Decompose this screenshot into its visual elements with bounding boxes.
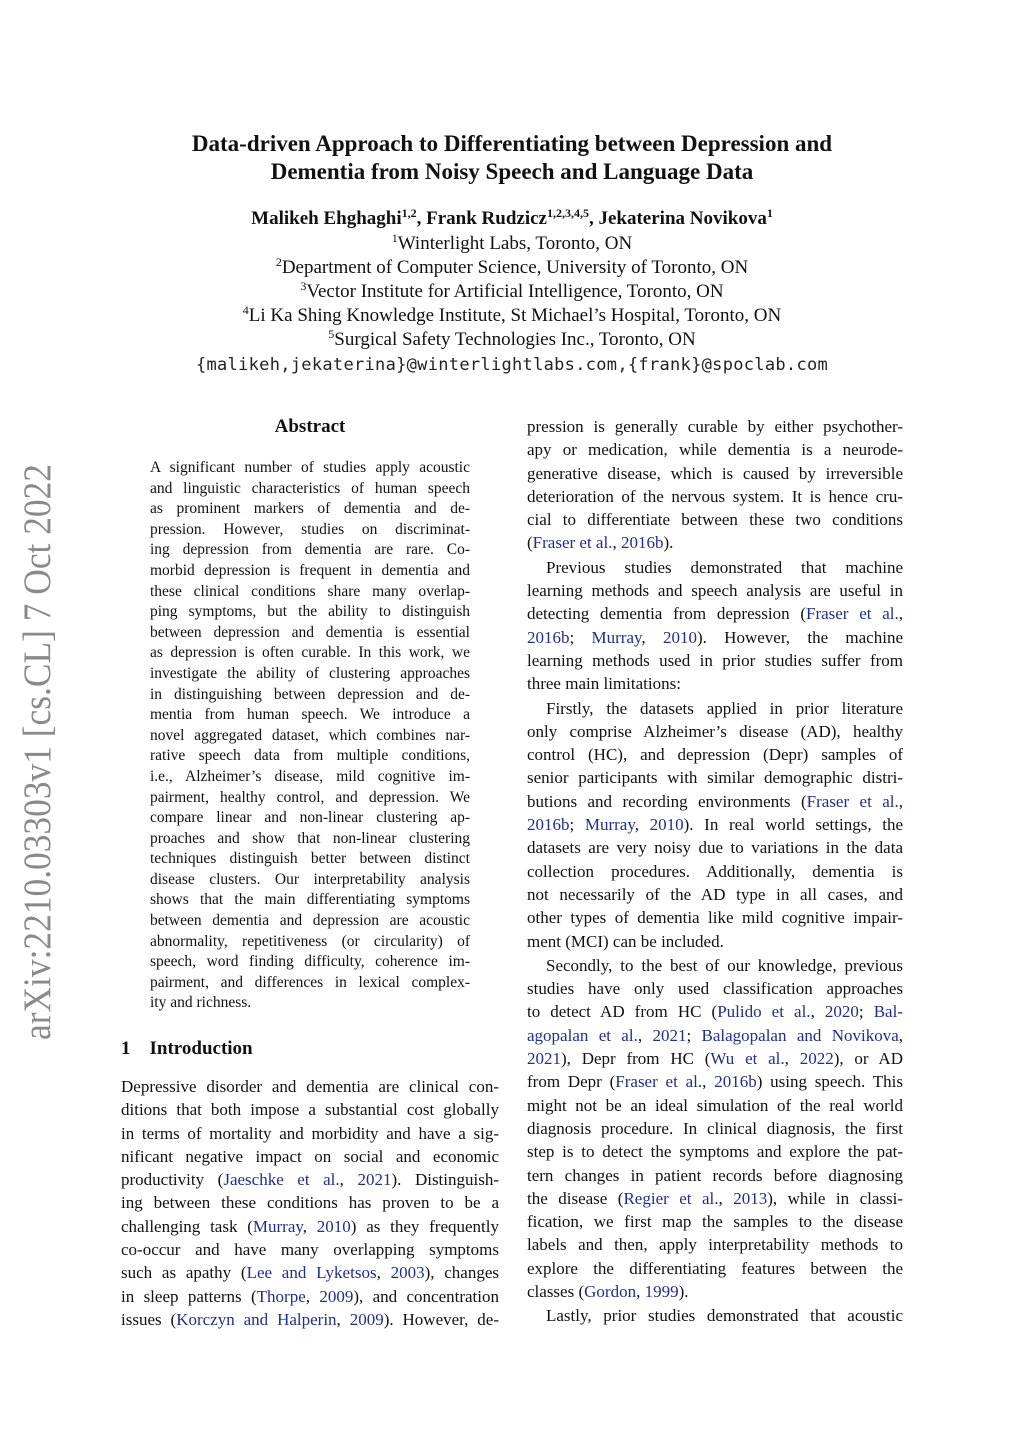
citation-link[interactable]: 2009	[349, 1309, 384, 1329]
text-line: ing depression from dementia are rare. Co-	[150, 541, 470, 559]
citation-link[interactable]: 2016b	[527, 815, 570, 835]
citation-link[interactable]: 2010	[316, 1216, 351, 1236]
author-list: Malikeh Ehghaghi$^{1,2}$, Frank Rudzicz$^{1,2,3,4,5}$, Jekaterina Novikova$^1$	[251, 206, 773, 229]
text-line: to detect AD from HC (Pulido et al., 2020; Bal-	[527, 1002, 903, 1022]
text-line: step is to detect the symptoms and explore the pat-	[527, 1142, 903, 1162]
text-line: collection procedures. Additionally, dementia is	[527, 861, 903, 881]
text-line: and linguistic characteristics of human speech	[150, 479, 470, 497]
affiliation-4: $^4$Li Ka Shing Knowledge Institute, St Michael’s Hospital, Toronto, ON	[242, 303, 782, 326]
text-line: (Fraser et al., 2016b).	[527, 533, 674, 553]
text-line: abnormality, repetitiveness (or circularity) of	[150, 932, 470, 950]
citation-link[interactable]: 2010	[649, 815, 684, 835]
citation-link[interactable]: Thorpe	[256, 1286, 306, 1306]
text-line: issues (Korczyn and Halperin, 2009). However, de-	[121, 1309, 499, 1329]
text-line: detecting dementia from depression (Fraser et al.,	[527, 604, 903, 624]
citation-link[interactable]: Korczyn and Halperin	[176, 1309, 337, 1329]
text-line: 2016b; Murray, 2010). However, the machine	[527, 627, 903, 647]
paper-title	[110, 130, 914, 186]
text-line: these clinical conditions share many overlap-	[150, 582, 470, 600]
text-line: pression is generally curable by either psychother-	[527, 417, 903, 436]
citation-link[interactable]: Regier et al.	[623, 1188, 719, 1208]
citation-link[interactable]: Balagopalan and Novikova	[701, 1025, 899, 1045]
text-line: between dementia and depression are acoustic	[150, 912, 470, 930]
citation-link[interactable]: 2021	[652, 1025, 687, 1045]
text-line: 2021), Depr from HC (Wu et al., 2022), or AD	[527, 1049, 903, 1069]
text-line: co-occur and have many overlapping symptoms	[121, 1240, 499, 1260]
text-line: in distinguishing between depression and de-	[150, 685, 470, 703]
text-line: pairment, healthy control, and depression. We	[150, 788, 470, 806]
abstract-body	[150, 458, 470, 1014]
affiliation-2: $^2$Department of Computer Science, University of Toronto, ON	[275, 255, 749, 278]
text-line: labels and then, apply interpretability methods to	[527, 1235, 903, 1255]
citation-link[interactable]: 2010	[662, 627, 697, 647]
text-line: cial to differentiate between these two conditions	[527, 510, 903, 530]
text-line: tern changes in patient records before diagnosing	[527, 1165, 903, 1185]
text-line: mentia from human speech. We introduce a	[150, 706, 470, 724]
author-affiliation-marks: 1,2,3,4,5	[546, 206, 589, 220]
text-line: techniques distinguish better between distinct	[150, 850, 470, 868]
text-line: pairment, and differences in lexical complex-	[150, 973, 470, 991]
text-line: explore the differentiating features between the	[527, 1258, 903, 1278]
intro-text-right-column	[527, 415, 903, 1328]
text-line: fication, we first map the samples to the disease	[527, 1212, 903, 1232]
citation-link[interactable]: 2003	[390, 1263, 425, 1283]
text-line: ment (MCI) can be included.	[527, 931, 724, 951]
citation-link[interactable]: Murray	[591, 627, 642, 647]
citation-link[interactable]: Pulido et al.	[717, 1002, 811, 1022]
author-affiliation-marks: 1,2	[401, 206, 417, 220]
text-line: pression. However, studies on discriminat-	[150, 520, 470, 538]
text-line: deterioration of the nervous system. It is hence cru-	[527, 486, 903, 506]
author-name: Frank Rudzicz	[426, 208, 547, 229]
text-line: as prominent markers of dementia and de-	[150, 500, 470, 518]
text-line: butions and recording environments (Fraser et al.,	[527, 791, 903, 811]
text-line: Previous studies demonstrated that machine	[546, 557, 903, 577]
citation-link[interactable]: agopalan et al.	[527, 1025, 638, 1045]
text-line: shows that the main differentiating symptoms	[150, 891, 470, 909]
citation-link[interactable]: Wu et al.	[710, 1049, 785, 1069]
text-line: in sleep patterns (Thorpe, 2009), and concentration	[121, 1286, 499, 1306]
text-line: diagnosis procedure. In clinical diagnosis, the first	[527, 1118, 903, 1138]
text-line: senior participants with similar demographic distri-	[527, 768, 903, 788]
text-line: investigate the ability of clustering approaches	[150, 664, 470, 682]
text-line: might not be an ideal simulation of the real world	[527, 1095, 903, 1115]
text-line: control (HC), and depression (Depr) samples of	[527, 745, 903, 765]
text-line: classes (Gordon, 1999).	[527, 1281, 689, 1301]
text-line: from Depr (Fraser et al., 2016b) using speech. This	[527, 1072, 903, 1092]
text-line: between depression and dementia is essential	[150, 623, 470, 641]
citation-link[interactable]: 2013	[733, 1188, 768, 1208]
text-line: i.e., Alzheimer’s disease, mild cognitive im-	[150, 767, 470, 785]
text-line: not necessarily of the AD type in all cases, and	[527, 884, 903, 904]
text-line: such as apathy (Lee and Lyketsos, 2003), changes	[121, 1263, 499, 1283]
text-line: 2016b; Murray, 2010). In real world settings, the	[527, 815, 903, 835]
text-line: morbid depression is frequent in dementia and	[150, 561, 470, 579]
citation-link[interactable]: 2020	[824, 1002, 859, 1022]
text-line: Depressive disorder and dementia are clinical con-	[121, 1077, 499, 1096]
citation-link[interactable]: Jaeschke et al.	[223, 1170, 340, 1190]
text-line: studies have only used classification approaches	[527, 979, 903, 999]
text-line: three main limitations:	[527, 674, 681, 694]
citation-link[interactable]: 2016b	[527, 627, 570, 647]
text-line: learning methods and speech analysis are useful in	[527, 581, 903, 601]
author-name: Jekaterina Novikova	[598, 208, 767, 229]
intro-heading	[121, 1037, 253, 1061]
text-line: nificant negative impact on social and economic	[121, 1146, 499, 1166]
text-line: disease clusters. Our interpretability analysis	[150, 870, 470, 888]
citation-link[interactable]: Fraser et al.	[532, 533, 613, 553]
citation-link[interactable]: Fraser et al.	[806, 791, 899, 811]
text-line: productivity (Jaeschke et al., 2021). Distinguish-	[121, 1170, 500, 1190]
affiliation-1: $^1$Winterlight Labs, Toronto, ON	[391, 231, 633, 254]
citation-link[interactable]: 2009	[319, 1286, 354, 1306]
title-line-1: Data-driven Approach to Differentiating between Depression and	[191, 131, 833, 156]
citation-link[interactable]: 2021	[527, 1049, 561, 1069]
text-line: in terms of mortality and morbidity and have a sig-	[121, 1123, 499, 1143]
citation-link[interactable]: 2021	[357, 1170, 392, 1190]
arxiv-identifier: arXiv:2210.03303v1 [cs.CL] 7 Oct 2022	[16, 462, 59, 1040]
citation-link[interactable]: Lee and Lyketsos	[246, 1263, 377, 1283]
text-line: as depression is often curable. In this work, we	[150, 644, 470, 662]
text-line: ing between these conditions has proven to be a	[121, 1193, 499, 1213]
text-line: learning methods used in prior studies suffer from	[527, 650, 903, 670]
text-line: the disease (Regier et al., 2013), while in classi-	[527, 1188, 903, 1208]
text-line: generative disease, which is caused by irreversible	[527, 463, 903, 483]
text-line: Lastly, prior studies demonstrated that acoustic	[546, 1306, 903, 1326]
text-line: ping symptoms, but the ability to distinguish	[150, 603, 470, 621]
citation-link[interactable]: 2022	[799, 1049, 834, 1069]
citation-link[interactable]: Gordon	[584, 1281, 637, 1301]
author-affiliation-marks: 1	[766, 206, 773, 220]
section-number: 1	[121, 1038, 131, 1059]
text-line: agopalan et al., 2021; Balagopalan and Novikova,	[527, 1025, 904, 1045]
text-line: proaches and show that non-linear clustering	[150, 829, 470, 847]
text-line: Firstly, the datasets applied in prior literature	[546, 698, 903, 718]
citation-link[interactable]: 1999	[644, 1281, 679, 1301]
text-line: ditions that both impose a substantial cost globally	[121, 1100, 499, 1120]
text-line: datasets are very noisy due to variations in the data	[527, 838, 903, 858]
citation-link[interactable]: Fraser et al.	[615, 1072, 703, 1092]
text-line: speech, word finding difficulty, coherence im-	[150, 953, 470, 971]
citation-link[interactable]: Fraser et al.	[805, 604, 899, 624]
citation-link[interactable]: Murray	[252, 1216, 303, 1236]
text-line: Secondly, to the best of our knowledge, previous	[546, 955, 903, 975]
author-name: Malikeh Ehghaghi	[251, 208, 402, 229]
citation-link[interactable]: 2016b	[620, 533, 664, 553]
citation-link[interactable]: 2016b	[714, 1072, 757, 1092]
text-line: ity and richness.	[150, 994, 252, 1012]
text-line: challenging task (Murray, 2010) as they frequently	[121, 1216, 500, 1236]
text-line: only comprise Alzheimer’s disease (AD), healthy	[527, 721, 903, 741]
citation-link[interactable]: Murray	[584, 815, 635, 835]
text-line: rative speech data from multiple conditions,	[150, 747, 470, 765]
citation-link[interactable]: Bal-	[873, 1002, 903, 1022]
section-title: Introduction	[149, 1038, 253, 1059]
title-line-2: Dementia from Noisy Speech and Language Data	[270, 159, 754, 184]
affiliation-5: $^5$Surgical Safety Technologies Inc., Toronto, ON	[328, 327, 696, 350]
affiliation-3: $^3$Vector Institute for Artificial Intelligence, Toronto, ON	[300, 279, 724, 302]
text-line: novel aggregated dataset, which combines nar-	[150, 726, 470, 744]
text-line: apy or medication, while dementia is a neurode-	[527, 440, 903, 460]
text-line: compare linear and non-linear clustering ap-	[150, 809, 470, 827]
arxiv-identifier-stamp	[10, 462, 66, 1042]
text-line: other types of dementia like mild cognitive impair-	[527, 908, 903, 928]
text-line: A significant number of studies apply acoustic	[150, 459, 470, 476]
intro-text-left-column	[121, 1075, 499, 1331]
abstract-heading: Abstract	[274, 416, 346, 437]
author-emails[interactable]: {malikeh,jekaterina}@winterlightlabs.com,{frank}@spoclab.com	[195, 355, 829, 375]
